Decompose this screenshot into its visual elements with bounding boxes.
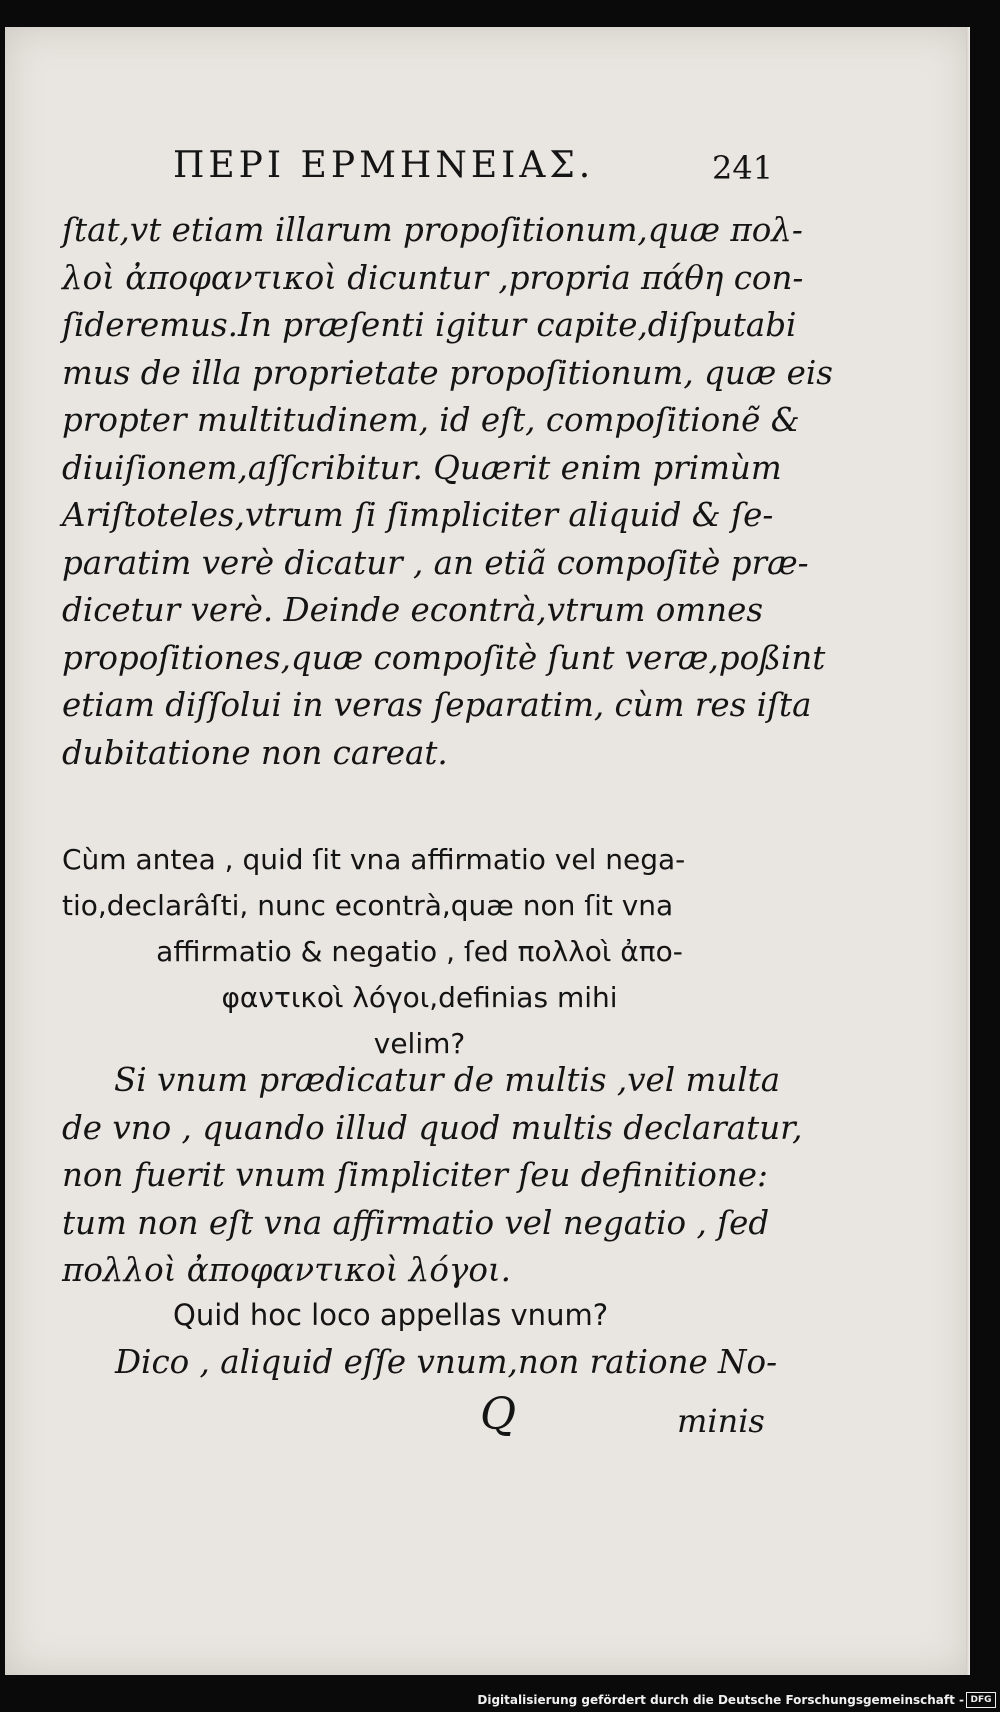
answer-line: non fuerit vnum ſimpliciter ſeu definitione: [62, 1156, 768, 1194]
text-line: ſideremus.In præſenti igitur capite,diſputabi [62, 306, 797, 344]
text-line: etiam diſſolui in veras ſeparatim, cùm res iſta [62, 686, 812, 724]
text-line: dubitatione non careat. [62, 733, 448, 772]
question-line: Cùm antea , quid ſit vna affirmatio vel nega- [62, 843, 686, 876]
question-line-2: Quid hoc loco appellas vnum? [173, 1298, 609, 1332]
question-block [62, 837, 777, 1067]
commentary-paragraph [62, 207, 833, 777]
text-line: Ariſtoteles,vtrum ſi ſimpliciter aliquid & ſe- [62, 496, 774, 534]
page-header [5, 145, 970, 205]
text-line: propoſitiones,quæ compoſitè ſunt veræ,poßint [62, 638, 826, 677]
book-page [5, 27, 970, 1675]
signature-mark: Q [480, 1389, 517, 1440]
answer-block [62, 1057, 803, 1295]
text-line: dicetur verè. Deinde econtrà,vtrum omnes [62, 591, 764, 629]
answer-line: πολλοὶ ἀποφαντικοὶ λόγοι. [62, 1251, 512, 1289]
question-line: velim? [373, 1027, 466, 1060]
text-line: ſtat,vt etiam illarum propoſitionum,quæ πολ- [62, 211, 803, 249]
answer-line: tum non eſt vna affirmatio vel negatio , ſed [62, 1203, 770, 1242]
question-line: φαντικοὶ λόγοι,definias mihi [221, 981, 618, 1014]
answer-line-2: Dico , aliquid eſſe vnum,non ratione No- [115, 1343, 778, 1381]
catchword: minis [677, 1402, 765, 1440]
answer-line: Si vnum prædicatur de multis ,vel multa [114, 1061, 781, 1099]
question-line: affirmatio & negatio , ſed πολλοὶ ἀπο- [156, 935, 683, 968]
page-number: 241 [712, 149, 774, 187]
text-line: λοὶ ἀποφαντικοὶ dicuntur ,propria πάθη con- [62, 258, 804, 297]
digitization-note: Digitalisierung gefördert durch die Deutsche Forschungsgemeinschaft - [477, 1693, 964, 1707]
answer-line: de vno , quando illud quod multis declaratur, [62, 1108, 803, 1147]
running-head: ΠΕΡΙ ΕΡΜΗΝΕΙΑΣ. [173, 145, 595, 186]
dfg-logo: DFG [966, 1692, 996, 1708]
text-line: mus de illa proprietate propoſitionum, quæ eis [62, 353, 833, 392]
page-edge [966, 27, 970, 1675]
text-line: paratim verè dicatur , an etiã compoſitè præ- [62, 543, 809, 582]
question-line: tio,declarâſti, nunc econtrà,quæ non ſit vna [62, 889, 674, 922]
text-line: diuiſionem,aſſcribitur. Quærit enim primùm [62, 448, 782, 487]
text-line: propter multitudinem, id eſt, compoſitionẽ & [62, 401, 800, 439]
